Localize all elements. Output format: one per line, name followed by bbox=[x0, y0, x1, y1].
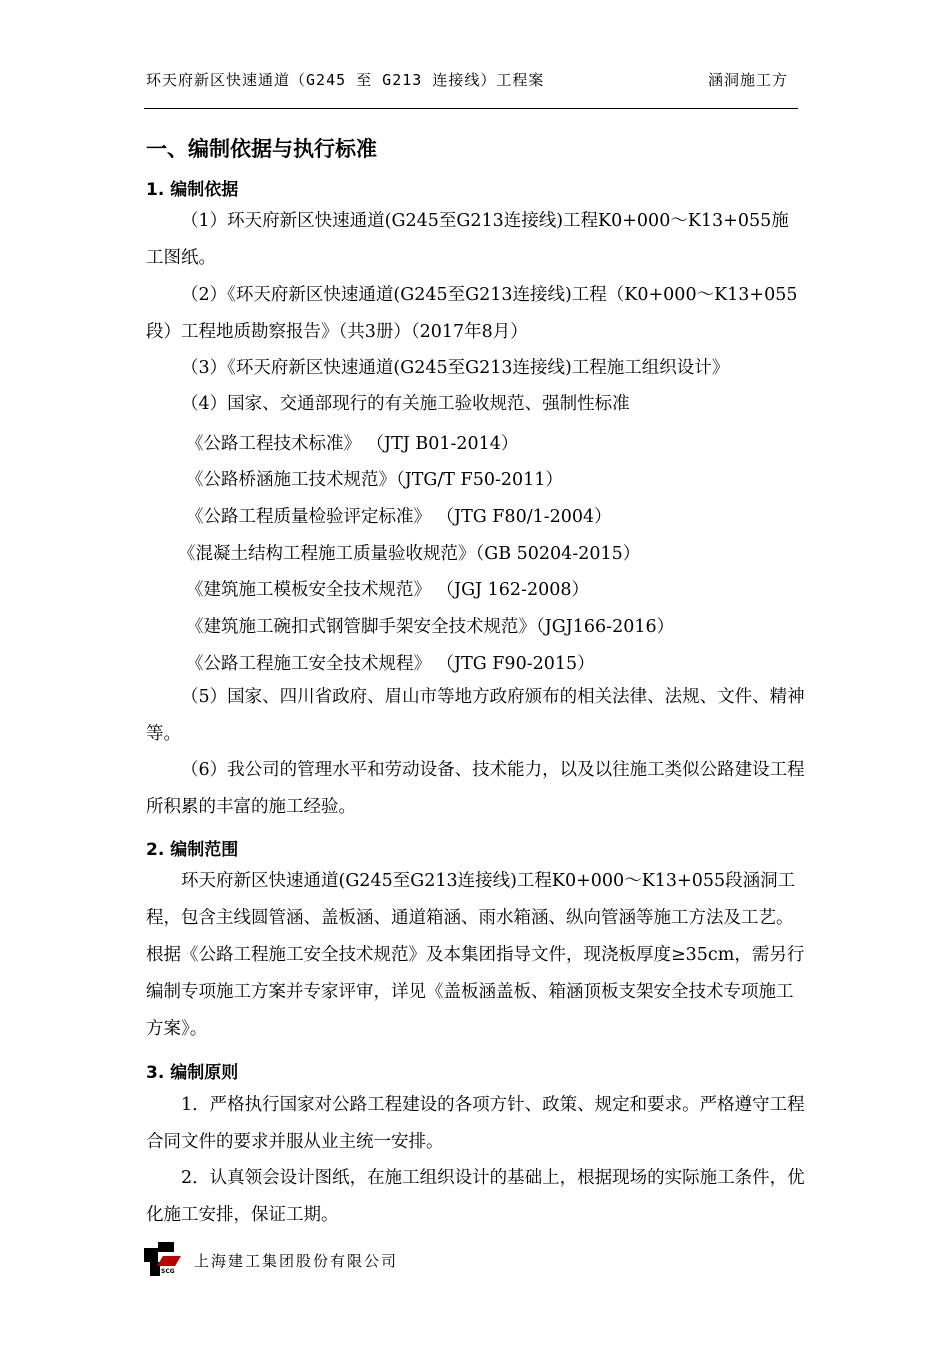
standard-item: 《建筑施工碗扣式钢管脚手架安全技术规范》（JGJ166-2016） bbox=[186, 617, 675, 637]
basis-item-4: （4）国家、交通部现行的有关施工验收规范、强制性标准 bbox=[181, 394, 630, 414]
basis-item-3: （3）《环天府新区快速通道(G245至G213连接线)工程施工组织设计》 bbox=[181, 358, 730, 378]
header-rule bbox=[144, 108, 798, 109]
basis-item-6: （6）我公司的管理水平和劳动设备、技术能力，以及以往施工类似公路建设工程所积累的丰富的施工经验。 bbox=[146, 760, 805, 817]
basis-item-5: （5）国家、四川省政府、眉山市等地方政府颁布的相关法律、法规、文件、精神等。 bbox=[146, 687, 805, 744]
subsection-title-scope: 2. 编制范围 bbox=[146, 840, 239, 860]
header-title: 环天府新区快速通道（G245 至 G213 连接线）工程案 bbox=[146, 71, 545, 89]
standard-item: 《公路工程质量检验评定标准》 （JTG F80/1-2004） bbox=[186, 507, 612, 527]
company-name: 上海建工集团股份有限公司 bbox=[194, 1251, 399, 1270]
basis-item-2: （2）《环天府新区快速通道(G245至G213连接线)工程（K0+000～K13+055段）工程地质勘察报告》（共3册）（2017年8月） bbox=[146, 285, 798, 342]
standard-item: 《混凝土结构工程施工质量验收规范》（GB 50204-2015） bbox=[178, 544, 641, 564]
basis-item-1: （1）环天府新区快速通道(G245至G213连接线)工程K0+000～K13+055施工图纸。 bbox=[146, 211, 789, 268]
standard-item: 《公路桥涵施工技术规范》（JTG/T F50-2011） bbox=[186, 470, 563, 490]
principle-item-1: 1．严格执行国家对公路工程建设的各项方针、政策、规定和要求。严格遵守工程合同文件的要求并服从业主统一安排。 bbox=[146, 1095, 805, 1152]
header-doc-type: 涵洞施工方 bbox=[708, 71, 789, 89]
principle-item-2: 2．认真领会设计图纸，在施工组织设计的基础上，根据现场的实际施工条件，优化施工安排，保证工期。 bbox=[146, 1168, 805, 1225]
scope-paragraph: 环天府新区快速通道(G245至G213连接线)工程K0+000～K13+055段涵洞工程，包含主线圆管涵、盖板涵、通道箱涵、雨水箱涵、纵向管涵等施工方法及工艺。根据《公路工程施工安全技术规范》及本集团指导文件，现浇板厚度≥35cm，需另行编制专项施工方案并专家评审，详见《盖板涵盖板、箱涵顶板支架安全技术专项施工方案》。 bbox=[146, 871, 805, 1039]
standard-item: 《公路工程施工安全技术规程》 （JTG F90-2015） bbox=[186, 654, 595, 674]
section-title: 一、编制依据与执行标准 bbox=[146, 137, 377, 161]
subsection-title-principles: 3. 编制原则 bbox=[146, 1063, 239, 1083]
standard-item: 《建筑施工模板安全技术规范》 （JGJ 162-2008） bbox=[186, 580, 589, 600]
company-logo-icon bbox=[144, 1242, 180, 1278]
page-footer bbox=[144, 1242, 398, 1278]
subsection-title-basis: 1. 编制依据 bbox=[146, 180, 239, 200]
standard-item: 《公路工程技术标准》 （JTJ B01-2014） bbox=[186, 434, 519, 454]
logo-text: SCG bbox=[161, 1268, 175, 1275]
